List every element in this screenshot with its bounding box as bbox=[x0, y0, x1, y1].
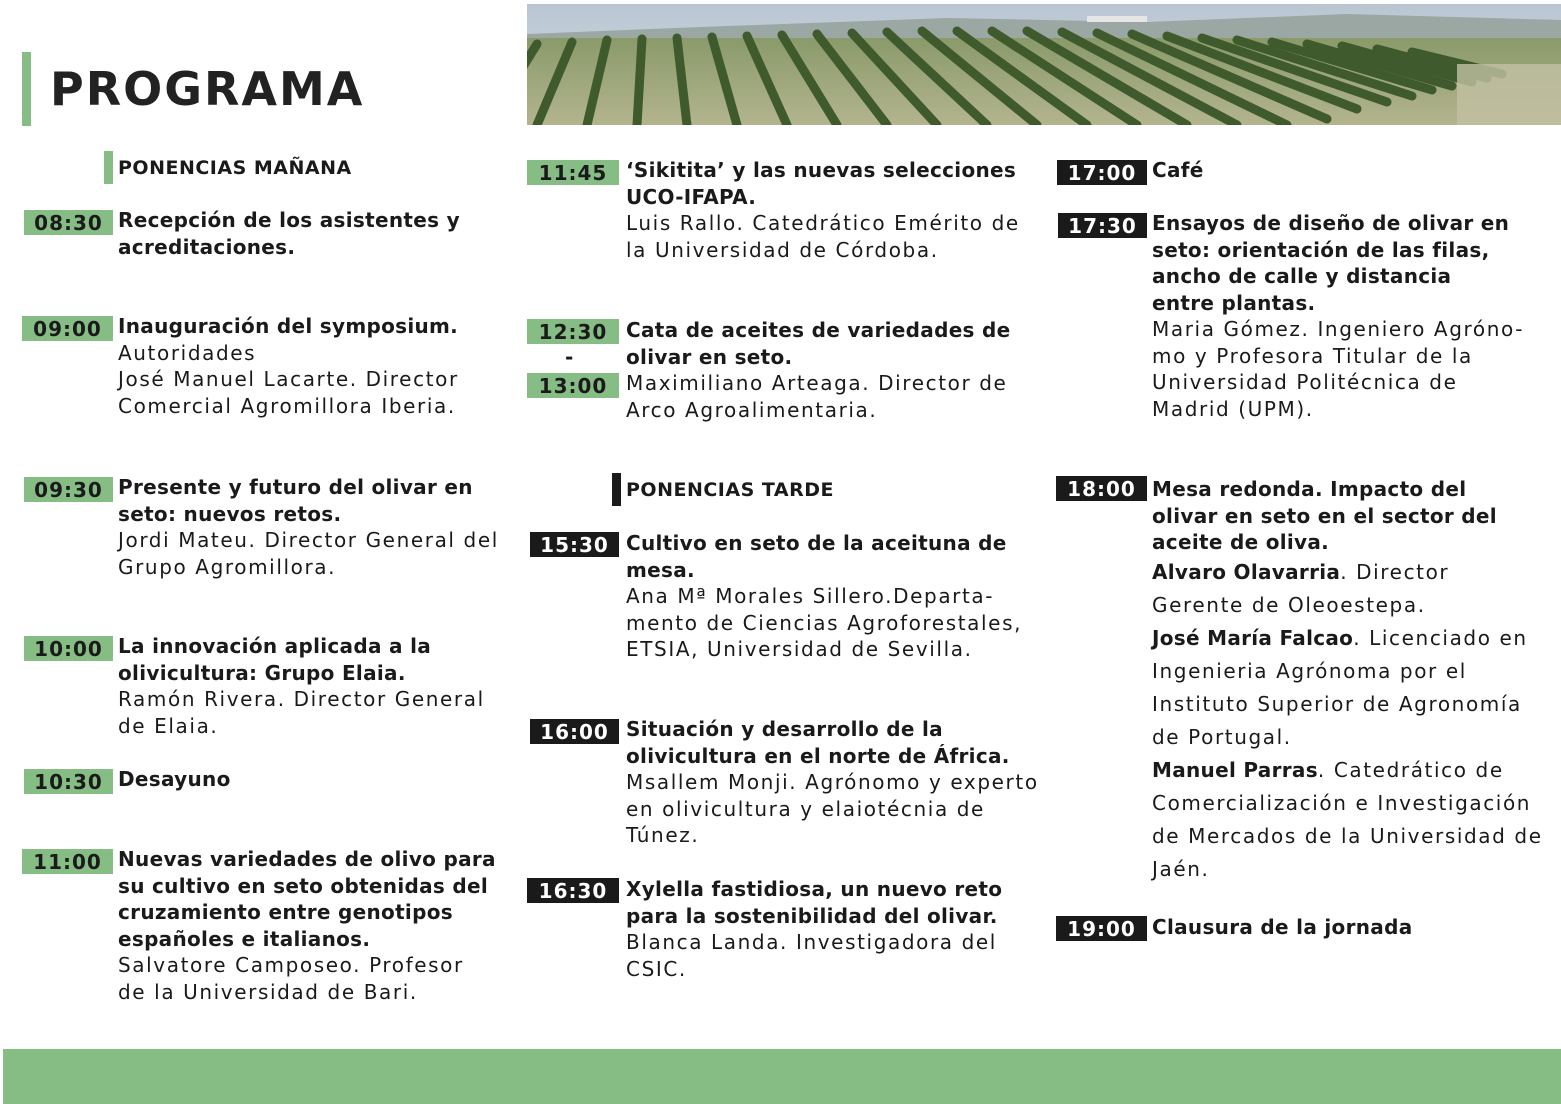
item-speaker: en olivicultura y elaiotécnia de bbox=[626, 796, 985, 821]
item-title: Clausura de la jornada bbox=[1152, 915, 1413, 939]
schedule-item bbox=[626, 530, 1051, 663]
time-badge: 09:00 bbox=[22, 316, 113, 341]
schedule-item bbox=[1152, 914, 1552, 941]
item-title: Cata de aceites de variedades de bbox=[626, 318, 1011, 342]
item-title: olivar en seto en el sector del bbox=[1152, 503, 1497, 528]
item-speaker: ETSIA, Universidad de Sevilla. bbox=[626, 637, 973, 661]
item-title: Desayuno bbox=[118, 767, 231, 791]
panelist-name: Alvaro Olavarria bbox=[1152, 559, 1341, 584]
item-title: ancho de calle y distancia bbox=[1152, 264, 1452, 288]
time-badge: 08:30 bbox=[24, 210, 113, 235]
panelist-name: José María Falcao bbox=[1152, 625, 1354, 650]
item-speaker: mento de Ciencias Agroforestales, bbox=[626, 610, 1023, 635]
item-title: Recepción de los asistentes y bbox=[118, 208, 460, 232]
schedule-item bbox=[118, 633, 518, 739]
time-badge: 11:00 bbox=[22, 849, 113, 874]
item-title: su cultivo en seto obtenidas del bbox=[118, 873, 488, 898]
panelist-role: Gerente de Oleoestepa. bbox=[1152, 592, 1426, 617]
item-title: acreditaciones. bbox=[118, 234, 296, 259]
schedule-item bbox=[118, 313, 518, 419]
item-speaker: CSIC. bbox=[626, 956, 687, 981]
item-speaker: Grupo Agromillora. bbox=[118, 554, 337, 579]
schedule-item bbox=[1152, 157, 1552, 184]
panelist-name: Manuel Parras bbox=[1152, 757, 1318, 782]
item-speaker: Universidad Politécnica de bbox=[1152, 370, 1458, 394]
item-speaker: José Manuel Lacarte. Director bbox=[118, 367, 459, 391]
item-title: para la sostenibilidad del olivar. bbox=[626, 903, 998, 928]
panelist-role: Ingenieria Agrónoma por el bbox=[1152, 658, 1467, 683]
schedule-item bbox=[626, 317, 1051, 423]
time-badge: 13:00 bbox=[527, 373, 619, 398]
section-morning-label: PONENCIAS MAÑANA bbox=[118, 157, 352, 179]
time-badge: 15:30 bbox=[530, 532, 619, 557]
schedule-item bbox=[118, 766, 518, 793]
item-title: mesa. bbox=[626, 557, 695, 582]
item-speaker: la Universidad de Córdoba. bbox=[626, 237, 939, 262]
item-title: españoles e italianos. bbox=[118, 926, 371, 951]
section-morning-heading bbox=[118, 157, 352, 179]
item-speaker: Ana Mª Morales Sillero.Departa- bbox=[626, 584, 995, 608]
item-title: entre plantas. bbox=[1152, 290, 1316, 315]
panelist bbox=[1152, 754, 1552, 787]
item-title: Xylella fastidiosa, un nuevo reto bbox=[626, 877, 1003, 901]
item-speaker: Maximiliano Arteaga. Director de bbox=[626, 371, 1008, 395]
item-speaker: mo y Profesora Titular de la bbox=[1152, 343, 1473, 368]
title-accent-bar bbox=[22, 52, 31, 126]
item-title: aceite de oliva. bbox=[1152, 530, 1330, 554]
item-speaker: Ramón Rivera. Director General bbox=[118, 687, 485, 711]
schedule-item bbox=[626, 876, 1051, 982]
item-speaker: Luis Rallo. Catedrático Emérito de bbox=[626, 211, 1020, 235]
item-title: olivicultura: Grupo Elaia. bbox=[118, 660, 406, 685]
panelist-role: de Portugal. bbox=[1152, 724, 1292, 749]
panelist-role: Jaén. bbox=[1152, 856, 1210, 881]
panelist-role: Comercialización e Investigación bbox=[1152, 790, 1532, 815]
time-badge: 11:45 bbox=[527, 160, 619, 185]
schedule-item bbox=[1152, 210, 1552, 422]
time-badge: 16:30 bbox=[527, 878, 619, 903]
item-title: Ensayos de diseño de olivar en bbox=[1152, 211, 1510, 235]
schedule-item bbox=[118, 474, 518, 580]
item-speaker: Blanca Landa. Investigadora del bbox=[626, 930, 997, 954]
item-title: ‘Sikitita’ y las nuevas selecciones bbox=[626, 158, 1017, 182]
schedule-item bbox=[118, 207, 518, 260]
item-title: olivar en seto. bbox=[626, 344, 793, 369]
item-speaker: Arco Agroalimentaria. bbox=[626, 397, 878, 422]
schedule-item bbox=[626, 157, 1051, 263]
panelist-role: . Licenciado en bbox=[1353, 625, 1528, 650]
time-badge: 18:00 bbox=[1056, 476, 1147, 501]
panelist bbox=[1152, 556, 1552, 589]
panelist-role: Instituto Superior de Agronomía bbox=[1152, 691, 1522, 716]
item-title: seto: nuevos retos. bbox=[118, 501, 342, 526]
item-speaker: Túnez. bbox=[626, 823, 700, 847]
panelist-role: . Catedrático de bbox=[1317, 757, 1504, 782]
schedule-item bbox=[118, 846, 518, 1005]
panelist-role: . Director bbox=[1340, 559, 1450, 584]
item-title: Café bbox=[1152, 158, 1204, 182]
time-badge: 17:00 bbox=[1057, 160, 1147, 185]
schedule-item bbox=[626, 716, 1051, 849]
item-speaker: Maria Gómez. Ingeniero Agróno- bbox=[1152, 317, 1525, 341]
time-badge: 16:00 bbox=[530, 719, 619, 744]
footer-band bbox=[3, 1049, 1561, 1104]
item-speaker: Madrid (UPM). bbox=[1152, 396, 1314, 421]
item-title: Situación y desarrollo de la bbox=[626, 717, 943, 741]
item-title: Mesa redonda. Impacto del bbox=[1152, 477, 1467, 501]
item-title: olivicultura en el norte de África. bbox=[626, 743, 1010, 768]
time-badge: 12:30 bbox=[527, 319, 619, 344]
item-title: seto: orientación de las filas, bbox=[1152, 237, 1490, 262]
time-badge: 09:30 bbox=[24, 477, 113, 502]
item-title: cruzamiento entre genotipos bbox=[118, 900, 453, 924]
item-speaker: Salvatore Camposeo. Profesor bbox=[118, 953, 464, 977]
section-accent-bar bbox=[612, 473, 621, 506]
time-badge: 19:00 bbox=[1056, 916, 1147, 941]
item-speaker: de la Universidad de Bari. bbox=[118, 979, 418, 1004]
item-title: La innovación aplicada a la bbox=[118, 634, 432, 658]
panelist-role: de Mercados de la Universidad de bbox=[1152, 823, 1543, 848]
item-speaker: Autoridades bbox=[118, 340, 257, 365]
section-accent-bar bbox=[104, 151, 113, 184]
item-title: UCO-IFAPA. bbox=[626, 184, 757, 209]
item-speaker: Jordi Mateu. Director General del bbox=[118, 528, 499, 552]
page-title: PROGRAMA bbox=[50, 62, 365, 116]
item-speaker: Comercial Agromillora Iberia. bbox=[118, 393, 456, 418]
item-title: Presente y futuro del olivar en bbox=[118, 475, 473, 499]
time-badge: 10:00 bbox=[24, 636, 113, 661]
item-title: Cultivo en seto de la aceituna de bbox=[626, 531, 1007, 555]
section-afternoon-label: PONENCIAS TARDE bbox=[626, 479, 834, 501]
item-title: Nuevas variedades de olivo para bbox=[118, 847, 496, 871]
panelist bbox=[1152, 622, 1552, 655]
time-badge: 10:30 bbox=[24, 769, 113, 794]
olive-grove-photo bbox=[527, 4, 1561, 125]
time-badge: 17:30 bbox=[1058, 213, 1147, 238]
item-title: Inauguración del symposium. bbox=[118, 314, 459, 338]
item-speaker: de Elaia. bbox=[118, 713, 219, 738]
schedule-item bbox=[1152, 476, 1552, 886]
section-afternoon-heading bbox=[626, 479, 834, 501]
time-range-dash: - bbox=[565, 345, 574, 369]
item-speaker: Msallem Monji. Agrónomo y experto bbox=[626, 770, 1039, 794]
